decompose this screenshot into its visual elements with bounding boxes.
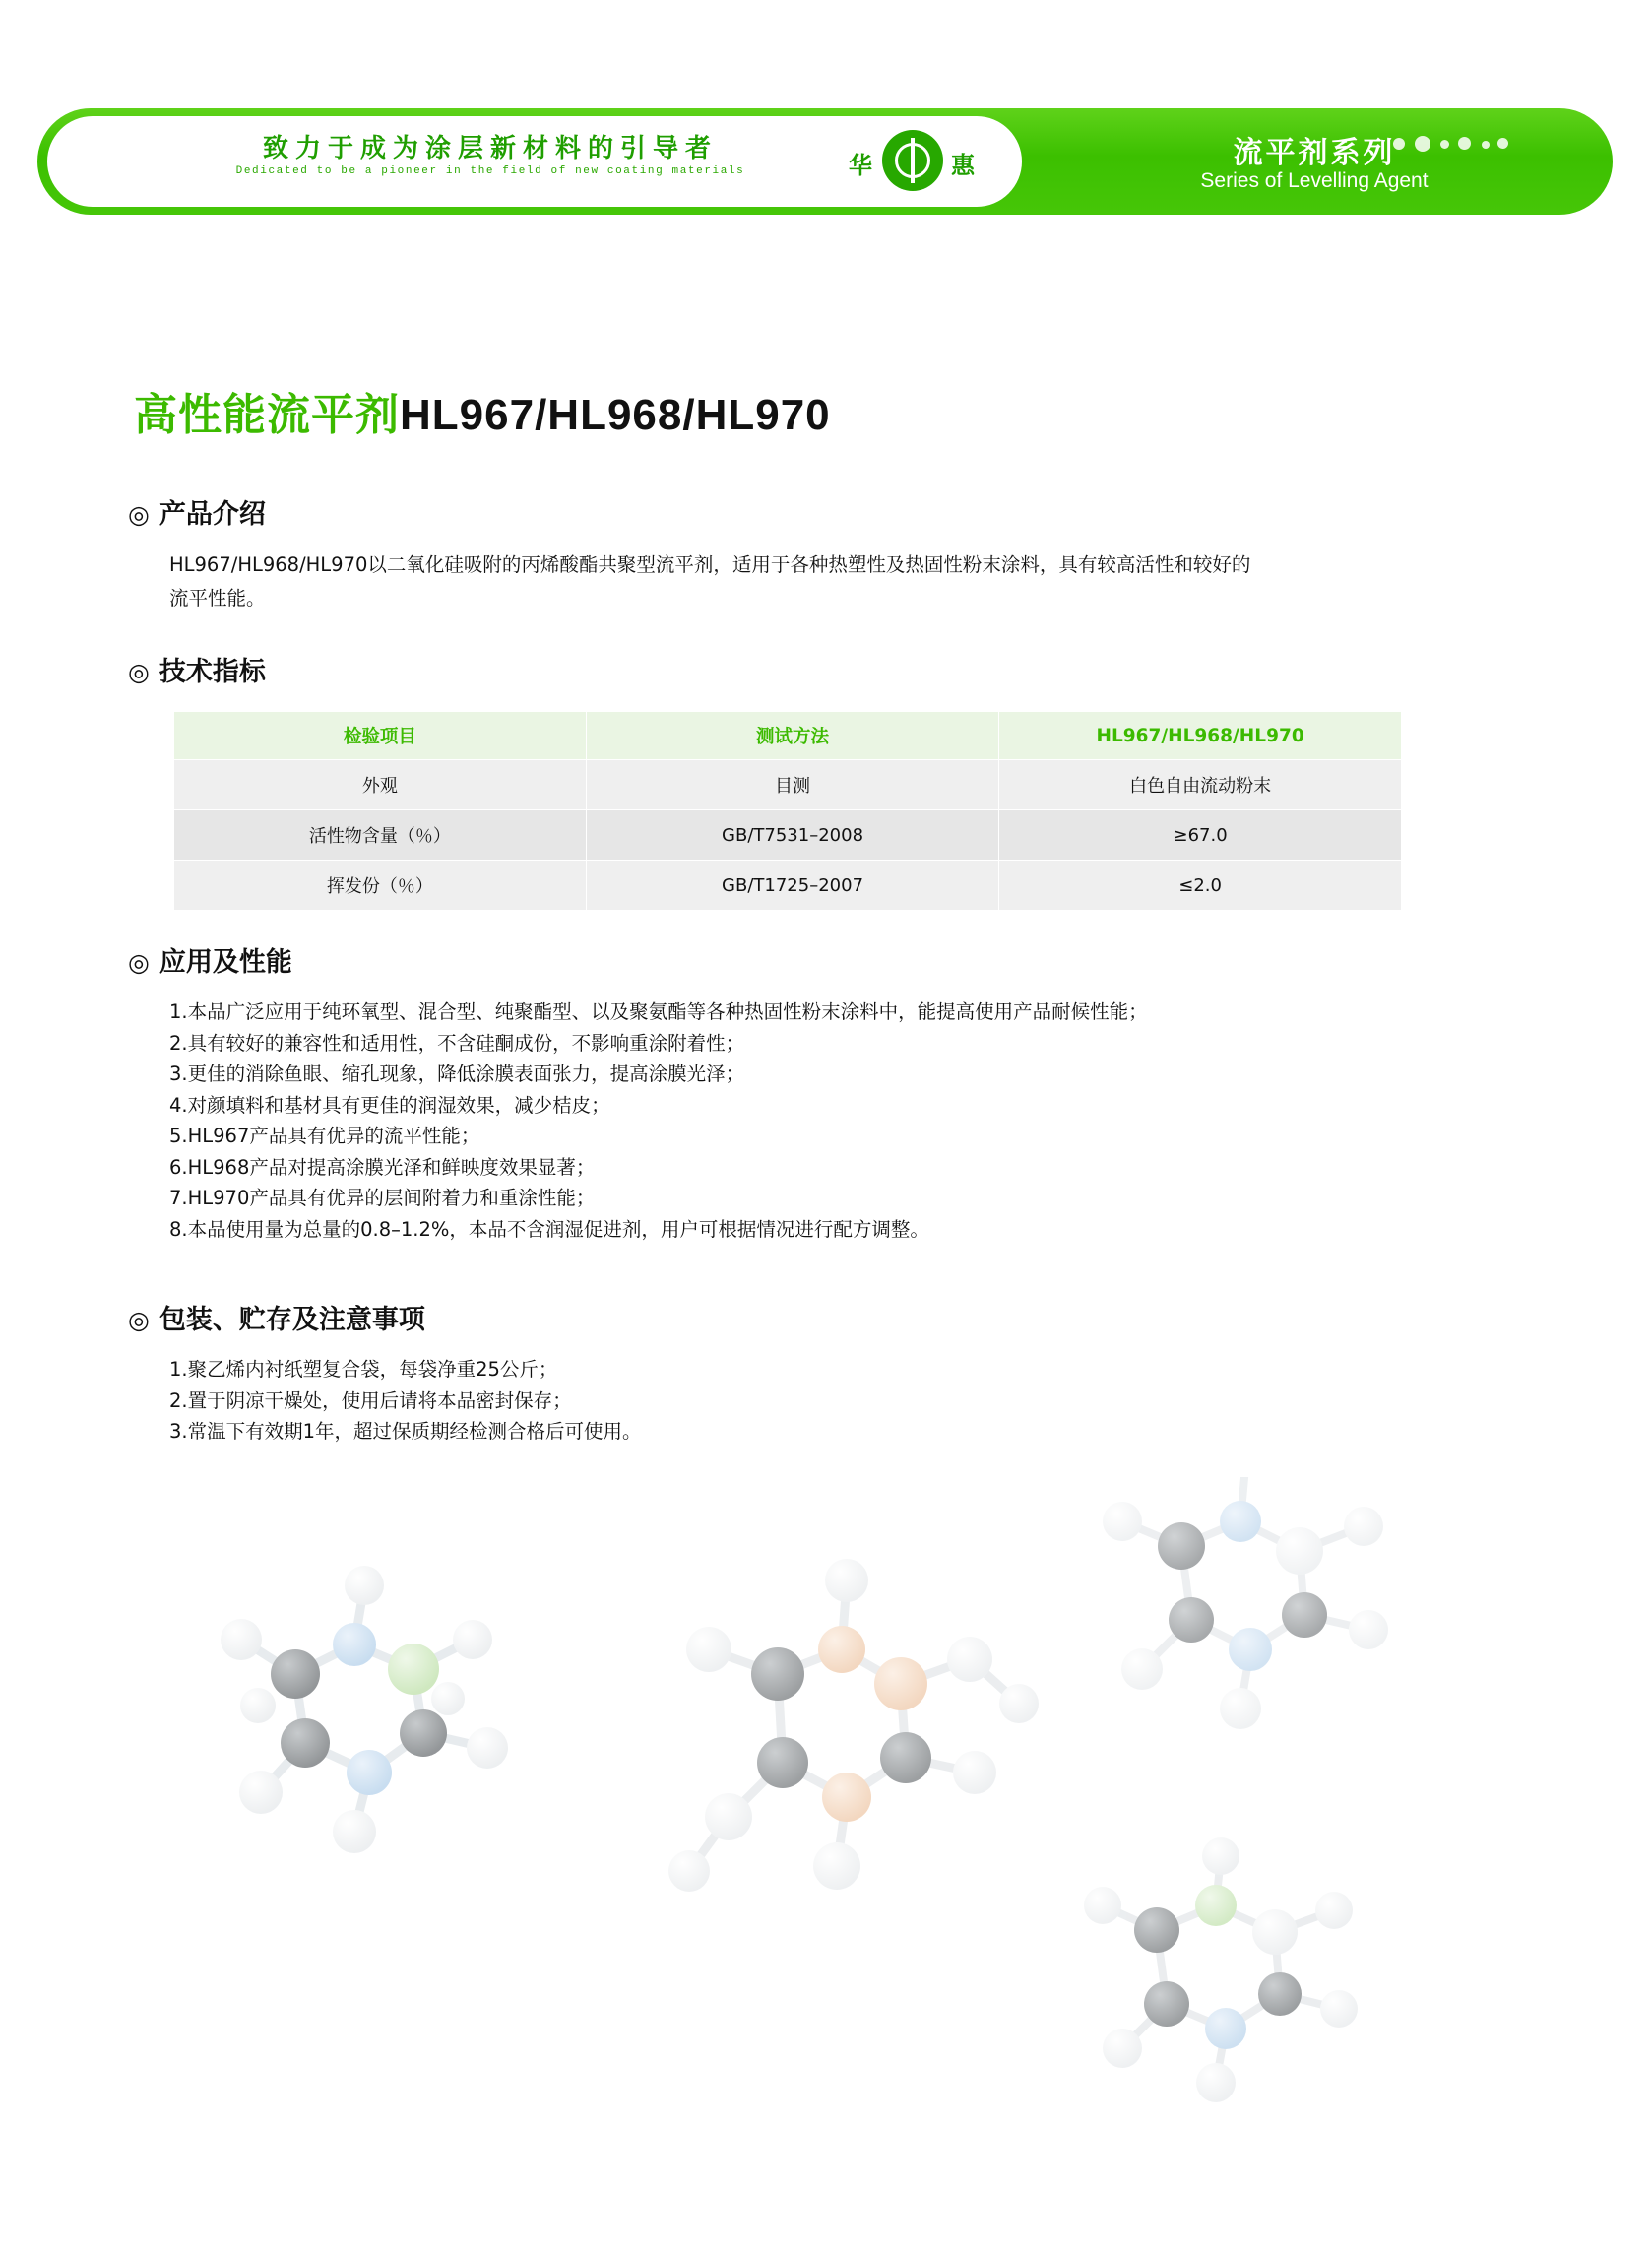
table-header-row xyxy=(174,712,1402,760)
molecule-cluster-bottom-right xyxy=(1084,1837,1358,2102)
table-header-cell: 测试方法 xyxy=(586,712,998,760)
header-slogan-en: Dedicated to be a pioneer in the field of new coating materials xyxy=(235,165,745,177)
table-cell: GB/T7531–2008 xyxy=(586,810,998,861)
page-title xyxy=(134,379,831,442)
molecule-cluster-center xyxy=(668,1559,1039,1892)
molecule-cluster-top-right xyxy=(1103,1477,1388,1729)
bullet-icon: ◎ xyxy=(128,1306,150,1334)
section-intro-body xyxy=(169,548,1420,615)
company-logo xyxy=(835,128,1012,195)
section-packaging-heading xyxy=(128,1298,425,1336)
bullet-icon: ◎ xyxy=(128,658,150,686)
section-application-title: 应用及性能 xyxy=(159,947,292,978)
table-cell: GB/T1725–2007 xyxy=(586,861,998,911)
table-header-cell: 检验项目 xyxy=(174,712,587,760)
logo-mark-icon xyxy=(882,130,943,191)
header-slogan-cn: 致力于成为涂层新材料的引导者 xyxy=(262,134,718,162)
packaging-list xyxy=(169,1354,642,1448)
table-row xyxy=(174,810,1402,861)
list-item: 6.HL968产品对提高涂膜光泽和鲜映度效果显著； xyxy=(169,1155,596,1179)
molecule-artwork xyxy=(0,1477,1652,2255)
list-item: 5.HL967产品具有优异的流平性能； xyxy=(169,1125,480,1147)
list-item: 7.HL970产品具有优异的层间附着力和重涂性能； xyxy=(169,1187,596,1209)
series-title-cn: 流平剂系列 xyxy=(1233,136,1396,170)
list-item: 2.置于阴凉干燥处，使用后请将本品密封保存； xyxy=(169,1388,572,1412)
page-title-cn: 高性能流平剂 xyxy=(134,390,400,440)
section-application-heading xyxy=(128,940,292,979)
table-header-cell: HL967/HL968/HL970 xyxy=(999,712,1402,760)
list-item: 4.对颜填料和基材具有更佳的润湿效果，减少桔皮； xyxy=(169,1093,610,1117)
list-item: 1.本品广泛应用于纯环氧型、混合型、纯聚酯型、以及聚氨酯等各种热固性粉末涂料中，能提高使用产品耐候性能； xyxy=(169,1000,1148,1023)
section-intro-heading xyxy=(128,492,266,531)
table-row xyxy=(174,861,1402,911)
section-specs-title: 技术指标 xyxy=(159,657,266,687)
list-item: 3.常温下有效期1年，超过保质期经检测合格后可使用。 xyxy=(169,1420,642,1443)
logo-char-left: 华 xyxy=(849,152,872,179)
header-series-block xyxy=(1068,108,1560,215)
list-item: 1.聚乙烯内衬纸塑复合袋，每袋净重25公斤； xyxy=(169,1358,558,1381)
table-cell: 白色自由流动粉末 xyxy=(999,760,1402,810)
page-header xyxy=(0,108,1652,236)
bullet-icon: ◎ xyxy=(128,500,150,529)
table-cell: 活性物含量（％） xyxy=(174,810,587,861)
application-list xyxy=(169,997,1148,1245)
table-cell: 挥发份（％） xyxy=(174,861,587,911)
table-cell: 外观 xyxy=(174,760,587,810)
page-title-en: HL967/HL968/HL970 xyxy=(400,391,831,439)
specs-table xyxy=(173,711,1402,911)
molecule-cluster-left xyxy=(221,1566,508,1853)
table-cell: ≤2.0 xyxy=(999,861,1402,911)
intro-line-1: HL967/HL968/HL970以二氧化硅吸附的丙烯酸酯共聚型流平剂，适用于各种热塑性及热固性粉末涂料，具有较高活性和较好的 xyxy=(169,553,1251,576)
table-cell: ≥67.0 xyxy=(999,810,1402,861)
bullet-icon: ◎ xyxy=(128,948,150,977)
section-specs-heading xyxy=(128,650,266,688)
list-item: 8.本品使用量为总量的0.8–1.2%，本品不含润湿促进剂，用户可根据情况进行配方调整。 xyxy=(169,1217,929,1241)
list-item: 3.更佳的消除鱼眼、缩孔现象，降低涂膜表面张力，提高涂膜光泽； xyxy=(169,1063,745,1085)
series-title-en: Series of Levelling Agent xyxy=(1200,169,1429,192)
table-cell: 目测 xyxy=(586,760,998,810)
list-item: 2.具有较好的兼容性和适用性，不含硅酮成份，不影响重涂附着性； xyxy=(169,1031,745,1055)
section-intro-title: 产品介绍 xyxy=(159,499,266,530)
header-white-panel xyxy=(47,116,1022,207)
intro-line-2: 流平性能。 xyxy=(169,587,266,610)
logo-char-right: 惠 xyxy=(951,152,975,179)
table-row xyxy=(174,760,1402,810)
section-packaging-title: 包装、贮存及注意事项 xyxy=(159,1305,425,1335)
